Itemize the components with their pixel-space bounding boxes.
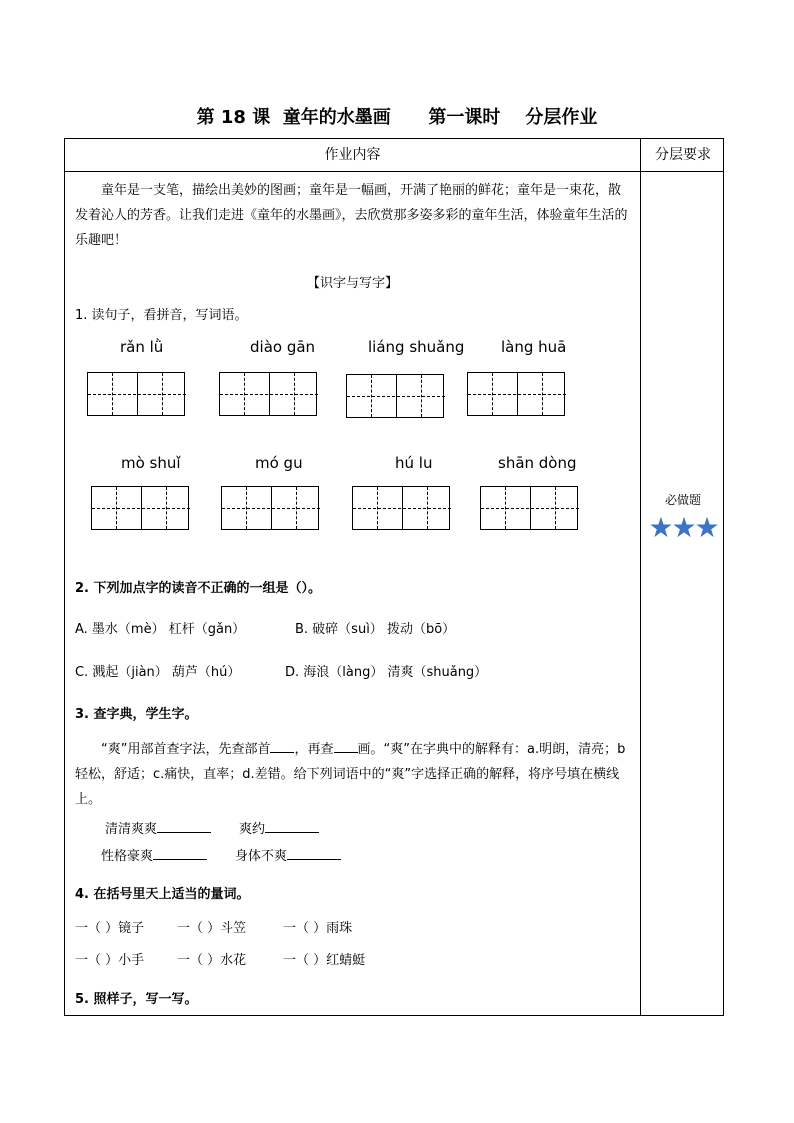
q4-item: 一（ ）斗笠 xyxy=(177,921,247,936)
q3-text-1: “爽”用部首查字法，先查部首 xyxy=(101,742,271,757)
q3-text-3: 画。“爽”在字典中的解释有： xyxy=(357,742,527,757)
pinyin-6: mó gu xyxy=(255,454,303,472)
q4-item: 一（ ）镜子 xyxy=(75,921,145,936)
q3-word-4: 身体不爽 xyxy=(235,849,288,864)
homework-table xyxy=(64,138,724,1016)
q3-paragraph xyxy=(75,737,630,812)
q4-item: 一（ ）水花 xyxy=(177,953,247,968)
q3-line-4 xyxy=(235,845,341,864)
q5-title: 5. 照样子，写一写。 xyxy=(75,992,198,1007)
q3-line-1 xyxy=(105,818,211,837)
star-rating: ★★★ xyxy=(648,511,718,544)
pinyin-8: shān dòng xyxy=(498,454,577,472)
q2-option-b: B. 破碎（suì） 拨动（bō） xyxy=(295,622,456,637)
q2-option-d: D. 海浪（làng） 清爽（shuǎng） xyxy=(285,665,488,680)
pinyin-3: liáng shuǎng xyxy=(368,338,465,356)
q4-item: 一（ ）小手 xyxy=(75,953,145,968)
writing-grid[interactable] xyxy=(221,486,319,530)
q3-line-3 xyxy=(101,845,207,864)
radical-blank[interactable] xyxy=(270,738,294,753)
header-divider xyxy=(65,171,723,172)
q2-title: 2. 下列加点字的读音不正确的一组是（）。 xyxy=(75,581,322,596)
q3-word-2: 爽约 xyxy=(239,822,266,837)
q3-title: 3. 查字典，学生字。 xyxy=(75,707,198,722)
writing-grid[interactable] xyxy=(346,374,444,418)
pinyin-4: làng huā xyxy=(501,338,567,356)
q3-word-3: 性格豪爽 xyxy=(101,849,154,864)
stroke-blank[interactable] xyxy=(334,738,358,753)
pinyin-2: diào gān xyxy=(250,338,316,356)
q2-option-a: A. 墨水（mè） 杠杆（gǎn） xyxy=(75,622,246,637)
level-label: 必做题 xyxy=(664,493,701,507)
q3-text-4: a.明朗，清亮；b 轻松，舒适；c.痛快，直率；d.差错。给下列词语中的“爽”字选择正确的解释，将序号填在横线上。 xyxy=(75,742,626,807)
answer-blank[interactable] xyxy=(265,818,319,833)
answer-blank[interactable] xyxy=(157,818,211,833)
writing-grid[interactable] xyxy=(219,372,317,416)
intro-paragraph: 童年是一支笔，描绘出美妙的图画；童年是一幅画，开满了艳丽的鲜花；童年是一束花，散发着沁人的芳香。让我们走进《童年的水墨画》，去欣赏那多姿多彩的童年生活，体验童年生活的乐趣吧！ xyxy=(75,183,628,248)
q2-option-c: C. 溅起（jiàn） 葫芦（hú） xyxy=(75,665,241,680)
q4-title: 4. 在括号里天上适当的量词。 xyxy=(75,887,250,902)
pinyin-5: mò shuǐ xyxy=(121,454,181,472)
page-title: 第 18 课 童年的水墨画 第一课时 分层作业 xyxy=(196,107,598,128)
answer-blank[interactable] xyxy=(287,845,341,860)
pinyin-7: hú lu xyxy=(395,454,433,472)
q1-title: 1. 读句子，看拼音，写词语。 xyxy=(75,308,248,323)
writing-grid[interactable] xyxy=(87,372,185,416)
q4-item: 一（ ）红蜻蜓 xyxy=(283,953,366,968)
q3-word-1: 清清爽爽 xyxy=(105,822,158,837)
section-heading: 【识字与写字】 xyxy=(306,276,398,291)
writing-grid[interactable] xyxy=(352,486,450,530)
header-content: 作业内容 xyxy=(324,147,381,163)
header-level: 分层要求 xyxy=(655,147,711,163)
writing-grid[interactable] xyxy=(91,486,189,530)
q3-text-2: ，再查 xyxy=(294,742,334,757)
pinyin-1: rǎn lǜ xyxy=(120,338,164,356)
q4-item: 一（ ）雨珠 xyxy=(283,921,353,936)
answer-blank[interactable] xyxy=(153,845,207,860)
q3-line-2 xyxy=(239,818,319,837)
writing-grid[interactable] xyxy=(467,372,565,416)
column-divider xyxy=(640,139,641,1015)
writing-grid[interactable] xyxy=(480,486,578,530)
